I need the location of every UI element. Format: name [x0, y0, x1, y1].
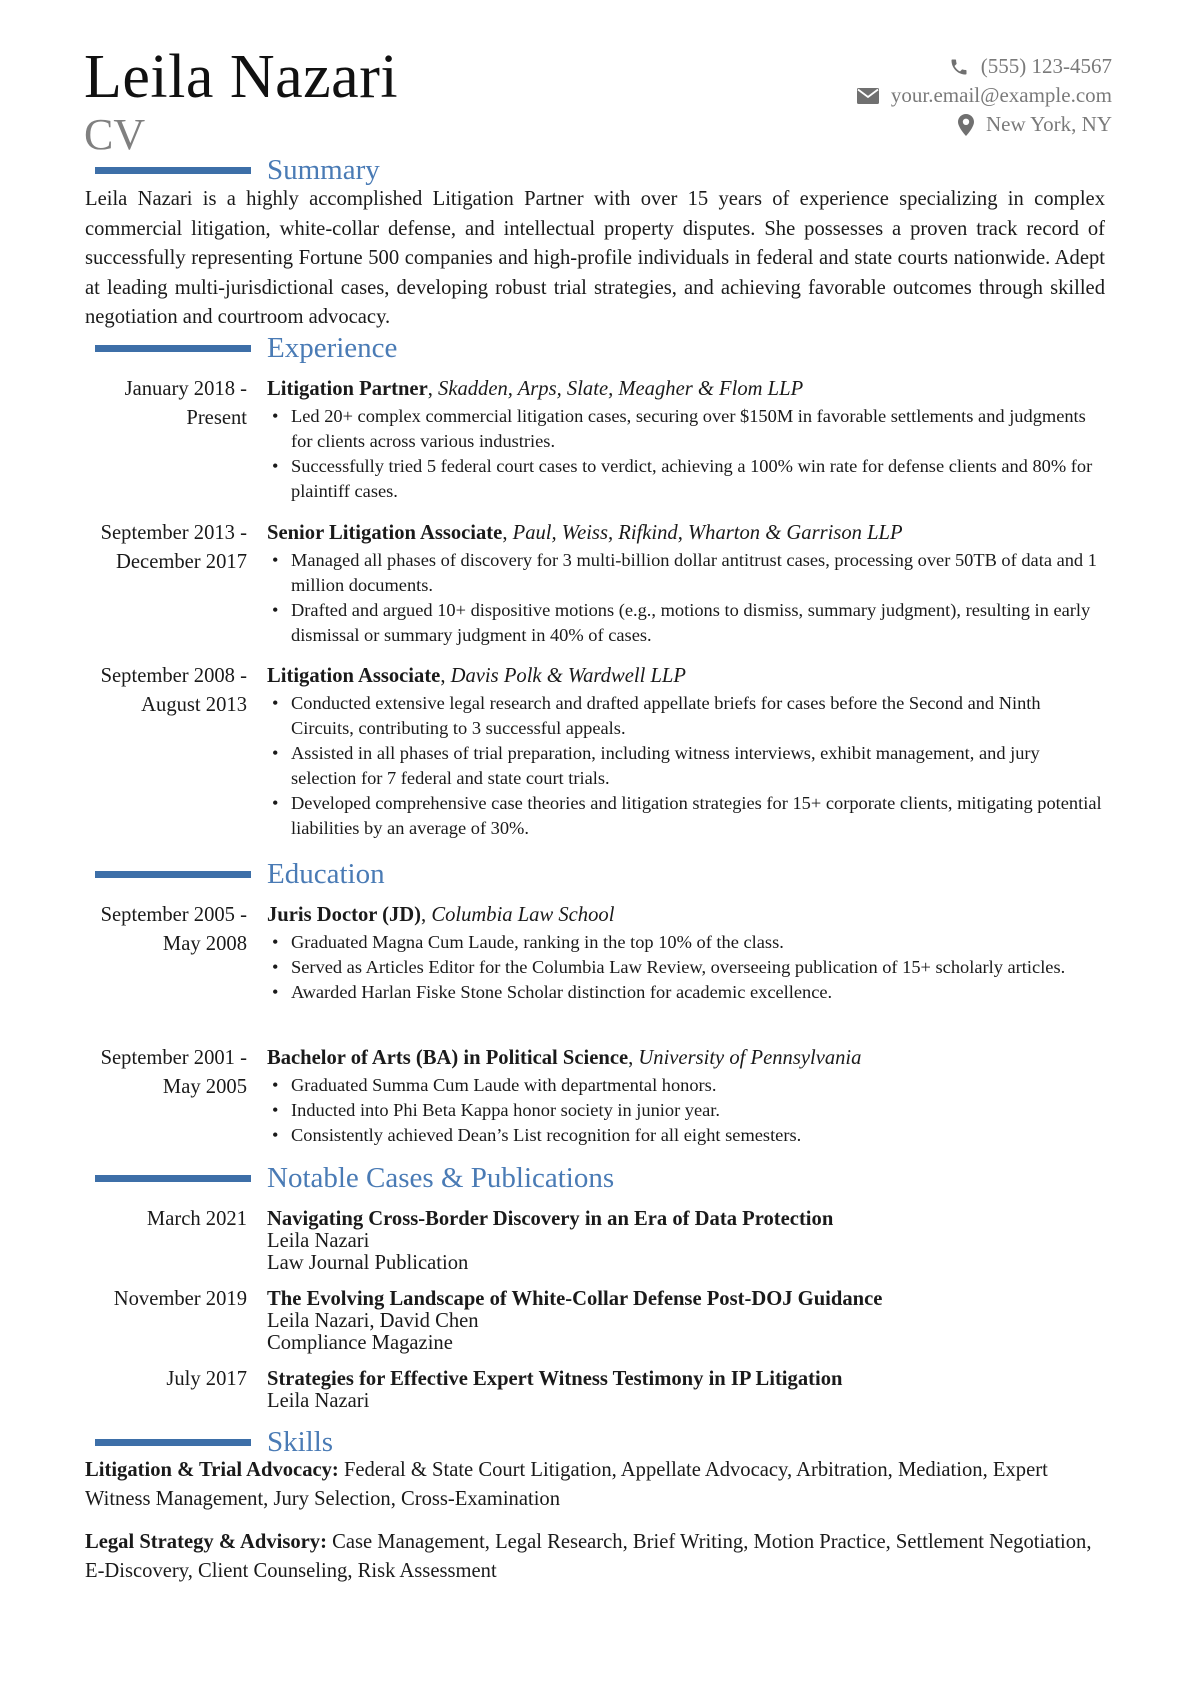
section-title: Experience: [267, 332, 398, 364]
bullet-item: • Served as Articles Editor for the Columbia Law Review, overseeing publication of 15+ scholarly articles.: [267, 955, 1105, 980]
job-title: Litigation Partner: [267, 378, 428, 400]
bullet-list: [267, 1073, 1105, 1148]
job-title: Senior Litigation Associate: [267, 522, 503, 544]
publication-authors: Leila Nazari, David Chen: [267, 1310, 479, 1332]
skill-group-items: Case Management, Legal Research, Brief Writing, Motion Practice, Settlement Negotiation, E-Discovery, Client Counseling, Risk Assessment: [85, 1531, 1092, 1582]
bullet-item: • Graduated Summa Cum Laude with departmental honors.: [267, 1073, 1105, 1098]
publication-title: Strategies for Effective Expert Witness Testimony in IP Litigation: [267, 1368, 843, 1390]
phone-number[interactable]: (555) 123-4567: [980, 54, 1112, 78]
phone-icon: [949, 57, 969, 77]
contact-location: [857, 110, 1112, 139]
bullet-list: [267, 404, 1105, 504]
skill-group-label: Legal Strategy & Advisory:: [85, 1531, 327, 1553]
skill-group-items: Federal & State Court Litigation, Appellate Advocacy, Arbitration, Mediation, Expert Witness Management, Jury Selection, Cross-Examination: [85, 1459, 1048, 1510]
map-pin-icon: [958, 114, 974, 136]
envelope-icon: [857, 88, 879, 104]
contact-phone: [857, 52, 1112, 81]
section-title: Skills: [267, 1426, 334, 1458]
experience-entry: [85, 662, 1105, 841]
entry-title: Senior Litigation Associate, Paul, Weiss, Rifkind, Wharton & Garrison LLP: [267, 522, 903, 544]
skill-group-label: Litigation & Trial Advocacy:: [85, 1459, 339, 1481]
bullet-item: • Managed all phases of discovery for 3 multi-billion dollar antitrust cases, processing over 50TB of data and 1 million documents.: [267, 548, 1105, 598]
section-heading-experience: [95, 331, 397, 365]
entry-date: July 2017: [166, 1368, 247, 1390]
bullet-item: • Successfully tried 5 federal court cases to verdict, achieving a 100% win rate for defense clients and 80% for plaintiff cases.: [267, 454, 1105, 504]
entry-date: September 2005 - May 2008: [100, 904, 247, 955]
candidate-name: Leila Nazari: [84, 43, 399, 111]
contact-block: [857, 52, 1112, 139]
bullet-list: [267, 930, 1105, 1005]
section-heading-education: [95, 857, 385, 891]
entry-title: Litigation Associate, Davis Polk & Wardwell LLP: [267, 665, 686, 687]
section-accent-bar: [95, 345, 251, 352]
institution: Columbia Law School: [431, 904, 615, 926]
skill-group: [85, 1456, 1115, 1514]
section-heading-skills: [95, 1425, 333, 1459]
publication-authors: Leila Nazari: [267, 1390, 370, 1412]
section-heading-summary: [95, 153, 380, 187]
bullet-item: • Graduated Magna Cum Laude, ranking in the top 10% of the class.: [267, 930, 1105, 955]
bullet-item: • Inducted into Phi Beta Kappa honor society in junior year.: [267, 1098, 1105, 1123]
publication-venue: Compliance Magazine: [267, 1332, 453, 1354]
bullet-list: [267, 548, 1105, 648]
employer: Skadden, Arps, Slate, Meagher & Flom LLP: [438, 378, 804, 400]
section-title: Summary: [267, 154, 380, 186]
publication-authors: Leila Nazari: [267, 1230, 370, 1252]
bullet-item: • Led 20+ complex commercial litigation cases, securing over $150M in favorable settlements and judgments for clients across various industries.: [267, 404, 1105, 454]
entry-date: March 2021: [146, 1208, 247, 1230]
experience-entry: [85, 519, 1105, 648]
experience-entry: [85, 375, 1105, 504]
degree: Juris Doctor (JD): [267, 904, 422, 926]
entry-title: Litigation Partner, Skadden, Arps, Slate, Meagher & Flom LLP: [267, 378, 804, 400]
summary-text: Leila Nazari is a highly accomplished Litigation Partner with over 15 years of experience specializing in complex commercial litigation, white-collar defense, and intellectual property disputes. She possesses a proven track record of successfully representing Fortune 500 companies and high-profile individuals in federal and state courts nationwide. Adept at leading multi-jurisdictional cases, developing robust trial strategies, and achieving favorable outcomes through skilled negotiation and courtroom advocacy.: [85, 188, 1105, 328]
email-address[interactable]: your.email@example.com: [890, 83, 1112, 107]
entry-date: November 2019: [113, 1288, 247, 1310]
entry-title: Bachelor of Arts (BA) in Political Science, University of Pennsylvania: [267, 1047, 862, 1069]
publication-title: Navigating Cross-Border Discovery in an Era of Data Protection: [267, 1208, 834, 1230]
bullet-list: [267, 691, 1105, 841]
contact-email: [857, 81, 1112, 110]
publication-entry: [85, 1368, 1105, 1412]
section-accent-bar: [95, 871, 251, 878]
entry-date: January 2018 - Present: [124, 378, 247, 429]
entry-title: Juris Doctor (JD), Columbia Law School: [267, 904, 615, 926]
document-subtitle: CV: [84, 110, 146, 159]
degree: Bachelor of Arts (BA) in Political Science: [267, 1047, 629, 1069]
bullet-item: • Consistently achieved Dean’s List recognition for all eight semesters.: [267, 1123, 1105, 1148]
section-title: Notable Cases & Publications: [267, 1162, 615, 1194]
institution: University of Pennsylvania: [638, 1047, 862, 1069]
entry-date: September 2008 - August 2013: [100, 665, 247, 716]
job-title: Litigation Associate: [267, 665, 441, 687]
bullet-item: • Conducted extensive legal research and drafted appellate briefs for cases before the Second and Ninth Circuits, contributing to 3 successful appeals.: [267, 691, 1105, 741]
entry-date: September 2013 - December 2017: [100, 522, 247, 573]
employer: Davis Polk & Wardwell LLP: [450, 665, 686, 687]
location-text: New York, NY: [985, 112, 1112, 136]
section-title: Education: [267, 858, 385, 890]
skill-group: [85, 1528, 1115, 1586]
section-accent-bar: [95, 167, 251, 174]
publication-venue: Law Journal Publication: [267, 1252, 469, 1274]
publication-entry: [85, 1208, 1105, 1274]
publication-title: The Evolving Landscape of White-Collar Defense Post-DOJ Guidance: [267, 1288, 883, 1310]
section-heading-publications: [95, 1161, 614, 1195]
section-accent-bar: [95, 1439, 251, 1446]
education-entry: [85, 1044, 1105, 1148]
employer: Paul, Weiss, Rifkind, Wharton & Garrison LLP: [512, 522, 903, 544]
bullet-item: • Awarded Harlan Fiske Stone Scholar distinction for academic excellence.: [267, 980, 1105, 1005]
skills-list: [85, 1456, 1115, 1600]
bullet-item: • Developed comprehensive case theories and litigation strategies for 15+ corporate clients, mitigating potential liabilities by an average of 30%.: [267, 791, 1105, 841]
publication-entry: [85, 1288, 1105, 1354]
section-accent-bar: [95, 1175, 251, 1182]
entry-date: September 2001 - May 2005: [100, 1047, 247, 1098]
bullet-item: • Assisted in all phases of trial preparation, including witness interviews, exhibit management, and jury selection for 7 federal and state court trials.: [267, 741, 1105, 791]
education-entry: [85, 901, 1105, 1005]
bullet-item: • Drafted and argued 10+ dispositive motions (e.g., motions to dismiss, summary judgment), resulting in early dismissal or summary judgment in 40% of cases.: [267, 598, 1105, 648]
